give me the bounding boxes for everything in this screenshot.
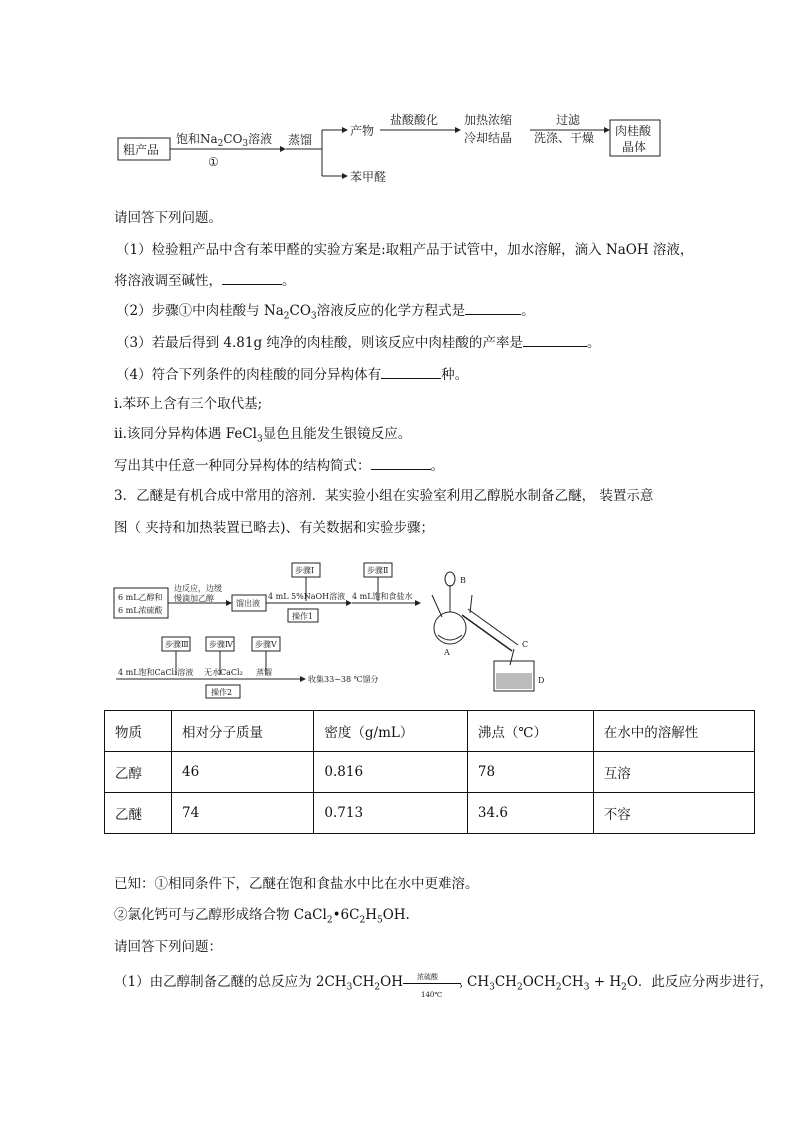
react-label-b: 慢滴加乙醇 <box>174 594 214 603</box>
label-a: A <box>444 648 450 657</box>
collect-label: 收集33~38 ℃馏分 <box>308 675 379 684</box>
step-2-label: 步骤Ⅱ <box>367 566 389 575</box>
final-label-bottom: 晶体 <box>622 140 647 154</box>
answer-blank-2[interactable] <box>465 300 521 315</box>
op-1-label: 操作1 <box>292 612 314 621</box>
filter-label-top: 过滤 <box>556 113 581 127</box>
answer-blank-3[interactable] <box>523 332 587 347</box>
label-b: B <box>460 576 466 585</box>
question-3-intro: 3．乙醚是有机合成中常用的溶剂．某实验小组在实验室利用乙醇脱水制备乙醚， 装置示意 <box>114 488 654 504</box>
filter-label-bottom: 洗涤、干燥 <box>534 131 595 145</box>
step-4-label: 步骤Ⅳ <box>209 640 233 649</box>
ask-line: 请回答下列问题： <box>114 939 222 955</box>
answer-blank-1[interactable] <box>222 270 282 285</box>
heat-label-bottom: 冷却结晶 <box>464 131 513 145</box>
question-3-intro-cont: 图（ 夹持和加热装置已略去)、有关数据和实验步骤； <box>114 520 435 536</box>
table-cell: 0.713 <box>314 793 468 834</box>
question-2: （2）步骤①中肉桂酸与 $Na_2CO_3$溶液反应的化学方程式是 。 <box>116 300 535 327</box>
intro-line: 请回答下列问题。 <box>114 210 222 226</box>
distill-label-2: 蒸馏 <box>256 668 272 677</box>
synthesis-flowchart <box>110 108 670 188</box>
question-1: （1）检验粗产品中含有苯甲醛的实验方案是:取粗产品于试管中，加水溶解，滴入 NaOH 溶液， <box>116 242 694 258</box>
table-cell: 不容 <box>593 793 754 834</box>
question-3: （3）若最后得到 4.81g 纯净的肉桂酸，则该反应中肉桂酸的产率是 。 <box>116 332 600 353</box>
table-cell: 46 <box>172 752 314 793</box>
table-cell: 0.816 <box>314 752 468 793</box>
benzaldehyde-label: 苯甲醛 <box>350 170 387 184</box>
heat-label-top: 加热浓缩 <box>464 113 513 127</box>
react-label-a: 边反应，边缓 <box>174 584 222 593</box>
final-label-top: 肉桂酸 <box>615 124 652 138</box>
ether-procedure-diagram <box>110 555 580 705</box>
condition-ii: ii.该同分异构体遇 FeCl$_3$显色且能发生银镜反应。 <box>114 426 412 445</box>
table-cell: 78 <box>467 752 593 793</box>
header-substance: 物质 <box>105 711 172 752</box>
distill-label: 蒸馏 <box>288 133 313 147</box>
table-cell: 乙醇 <box>105 752 172 793</box>
table-cell: 互溶 <box>593 752 754 793</box>
reaction-line: （1）由乙醇制备乙醚的总反应为 $2CH_3CH_2OH$ 浓硫酸 › 140℃ $CH_3CH_2OCH_2CH_3 + H_2O$．此反应分两步进行， <box>114 972 773 999</box>
anhydrous-label: 无水CaCl₂ <box>204 668 243 677</box>
step-5-label: 步骤Ⅴ <box>255 640 277 649</box>
header-boiling-point: 沸点（℃） <box>467 711 593 752</box>
answer-blank-4[interactable] <box>381 364 441 379</box>
table-cell: 34.6 <box>467 793 593 834</box>
table-cell: 乙醚 <box>105 793 172 834</box>
distillate-label: 馏出液 <box>236 599 260 608</box>
answer-blank-5[interactable] <box>371 455 431 470</box>
op-2-label: 操作2 <box>211 688 233 697</box>
properties-table <box>104 710 755 834</box>
product-label: 产物 <box>350 124 375 138</box>
question-4: （4）符合下列条件的肉桂酸的同分异构体有 种。 <box>116 364 468 385</box>
question-1-cont: 将溶液调至碱性， 。 <box>114 270 296 291</box>
brine-label: 4 mL饱和食盐水 <box>352 592 413 601</box>
label-c: C <box>522 640 529 649</box>
table-header-row <box>105 711 755 752</box>
condition-i: i.苯环上含有三个取代基; <box>114 396 263 412</box>
step1-number: ① <box>208 155 219 169</box>
header-solubility: 在水中的溶解性 <box>593 711 754 752</box>
acidify-label: 盐酸酸化 <box>390 113 439 127</box>
crude-label: 粗产品 <box>123 143 160 157</box>
table-cell: 74 <box>172 793 314 834</box>
start-label-a: 6 mL乙醇和 <box>118 593 163 602</box>
header-density: 密度（g/mL） <box>314 711 468 752</box>
header-molar-mass: 相对分子质量 <box>172 711 314 752</box>
known-2: ②氯化钙可与乙醇形成络合物 $CaCl_2•6C_2H_5OH$. <box>114 907 410 926</box>
naoh-label: 4 mL 5%NaOH溶液 <box>268 592 346 601</box>
write-structure: 写出其中任意一种同分异构体的结构简式： 。 <box>114 455 444 476</box>
table-row <box>105 793 755 834</box>
start-label-b: 6 mL浓硫酸 <box>118 606 163 615</box>
step-1-label: 步骤Ⅰ <box>295 566 315 575</box>
known-1: 已知：①相同条件下，乙醚在饱和食盐水中比在水中更难溶。 <box>114 876 479 892</box>
label-d: D <box>538 676 545 685</box>
reaction-arrow: 浓硫酸 › 140℃ <box>403 975 467 991</box>
cacl2-solution-label: 4 mL饱和CaCl₂溶液 <box>118 668 194 677</box>
step1-reagent: 饱和$Na_2CO_3$溶液 <box>176 132 273 149</box>
table-row <box>105 752 755 793</box>
step-3-label: 步骤Ⅲ <box>165 640 189 649</box>
